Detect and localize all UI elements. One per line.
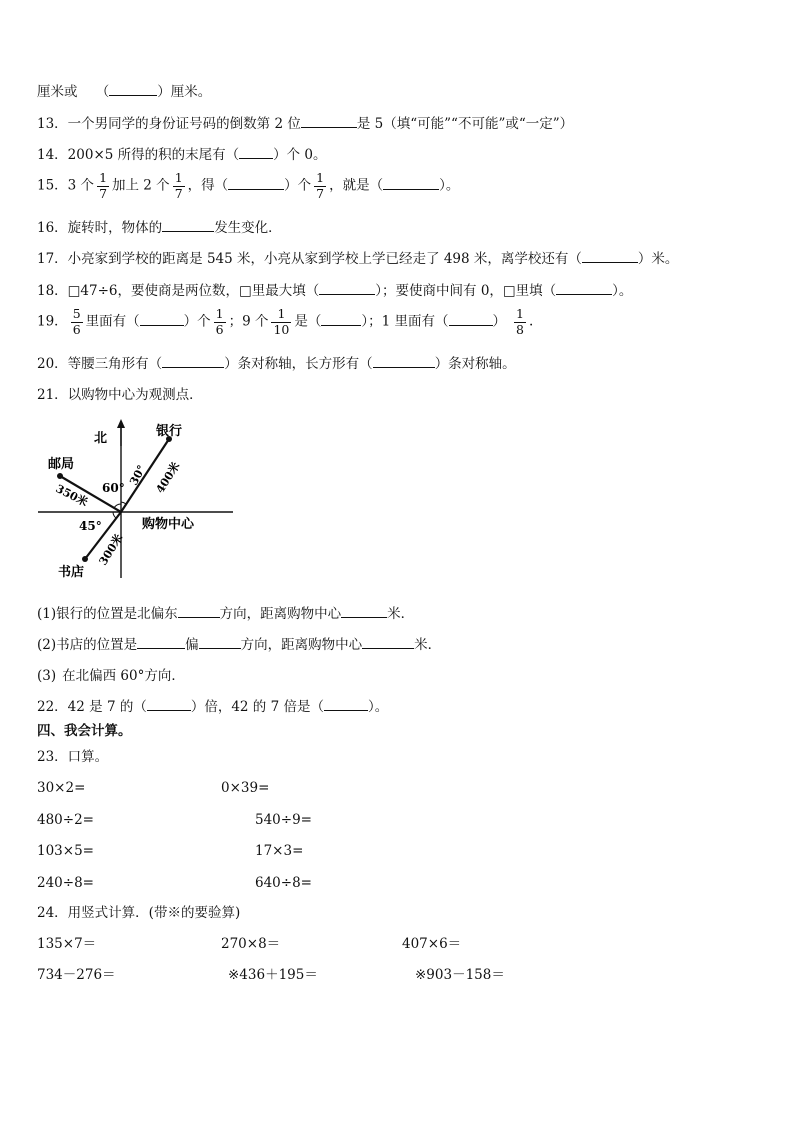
post-office-label: 邮局 bbox=[48, 457, 75, 472]
q22-text-a: 22．42 是 7 的（ bbox=[37, 699, 147, 715]
q22-answer-blank-2[interactable] bbox=[324, 697, 368, 711]
question-15 bbox=[37, 171, 459, 201]
question-19 bbox=[37, 307, 533, 337]
q19-text-e: 是（ bbox=[294, 313, 322, 330]
q13-text-b: 是 5（填“可能”“不可能”或“一定”） bbox=[356, 116, 574, 132]
q19-text-f: ）；1 里面有（ bbox=[361, 313, 449, 330]
fraction-one-tenth bbox=[271, 307, 291, 337]
fraction-denominator: 7 bbox=[99, 185, 108, 201]
fraction-denominator: 7 bbox=[316, 185, 325, 201]
q14-text-b: ）个 0。 bbox=[273, 147, 327, 163]
north-arrow-icon bbox=[117, 419, 125, 428]
bookstore-point bbox=[82, 556, 88, 562]
q19-text-a: 19． bbox=[37, 313, 68, 330]
q14-text-a: 14．200×5 所得的积的末尾有（ bbox=[37, 147, 240, 163]
q21p2-text-a: (2)书店的位置是 bbox=[37, 637, 138, 653]
mental-calc-item: 240÷8= bbox=[37, 875, 94, 891]
post-office-point bbox=[57, 473, 63, 479]
bookstore-distance-label: 300米 bbox=[96, 531, 126, 568]
question-21-part-2 bbox=[37, 635, 441, 654]
question-13 bbox=[37, 114, 573, 133]
q12-text-3: ）厘米。 bbox=[157, 84, 212, 100]
shopping-center-label: 购物中心 bbox=[142, 517, 195, 532]
q19-answer-blank-3[interactable] bbox=[449, 312, 493, 326]
q15-text-f: ）。 bbox=[439, 177, 460, 194]
question-18 bbox=[37, 281, 632, 300]
angle-45-label: 45° bbox=[79, 519, 102, 533]
q21p1-answer-blank-2[interactable] bbox=[341, 604, 387, 618]
fraction-numerator: 1 bbox=[174, 170, 183, 185]
vertical-calc-item: 734－276＝ bbox=[37, 967, 116, 983]
q18-answer-blank-2[interactable] bbox=[556, 281, 612, 295]
fraction-one-seventh bbox=[314, 171, 326, 201]
fraction-one-seventh bbox=[97, 171, 109, 201]
q19-text-c: ）个 bbox=[183, 313, 211, 330]
q21p1-text-a: (1)银行的位置是北偏东 bbox=[37, 606, 178, 622]
q22-text-c: ）。 bbox=[367, 699, 389, 715]
fraction-denominator: 8 bbox=[516, 321, 524, 337]
north-label: 北 bbox=[94, 431, 108, 446]
fraction-one-sixth bbox=[214, 307, 226, 337]
q15-answer-blank-1[interactable] bbox=[228, 176, 284, 190]
q20-answer-blank-2[interactable] bbox=[373, 354, 435, 368]
post-office-distance-label: 350米 bbox=[53, 482, 90, 510]
q18-text-c: ）。 bbox=[612, 283, 633, 299]
fraction-denominator: 10 bbox=[273, 321, 290, 337]
mental-calc-item: 480÷2= bbox=[37, 812, 94, 828]
fraction-denominator: 6 bbox=[72, 321, 81, 337]
fraction-numerator: 1 bbox=[271, 307, 291, 323]
fraction-five-sixths bbox=[71, 307, 83, 337]
q12-answer-blank[interactable] bbox=[109, 82, 157, 96]
q17-answer-blank[interactable] bbox=[582, 249, 638, 263]
fraction-numerator: 1 bbox=[99, 170, 108, 185]
mental-calc-item: 540÷9= bbox=[255, 812, 312, 828]
q19-answer-blank-2[interactable] bbox=[321, 312, 361, 326]
question-22 bbox=[37, 697, 388, 716]
angle-arc-30 bbox=[121, 502, 126, 504]
q18-text-a: 18．□47÷6，要使商是两位数，□里最大填（ bbox=[37, 283, 320, 299]
q19-dot: . bbox=[528, 313, 534, 330]
q18-text-b: ）；要使商中间有 0，□里填（ bbox=[375, 283, 557, 299]
angle-arc-45 bbox=[113, 512, 116, 518]
direction-diagram bbox=[38, 418, 233, 580]
fraction-numerator: 1 bbox=[215, 306, 224, 321]
q15-text-c: ，得（ bbox=[187, 177, 229, 194]
mental-calc-item: 640÷8= bbox=[255, 875, 312, 891]
question-14 bbox=[37, 145, 327, 164]
q20-answer-blank-1[interactable] bbox=[162, 354, 224, 368]
question-21-part-3 bbox=[37, 666, 185, 685]
q15-text-b: 加上 2 个 bbox=[112, 177, 170, 194]
q21p2-text-c: 方向，距离购物中心 bbox=[240, 637, 363, 653]
q21p2-text-d: 米． bbox=[414, 637, 442, 653]
q19-answer-blank-1[interactable] bbox=[140, 312, 184, 326]
vertical-calc-item: ※436＋195＝ bbox=[228, 967, 318, 983]
question-20 bbox=[37, 354, 516, 373]
mental-calc-item: 17×3= bbox=[255, 843, 304, 859]
q20-text-b: ）条对称轴，长方形有（ bbox=[224, 356, 373, 372]
q13-text-a: 13．一个男同学的身份证号码的倒数第 2 位 bbox=[37, 116, 301, 132]
q15-text-d: ）个 bbox=[284, 177, 312, 194]
q14-answer-blank[interactable] bbox=[239, 145, 273, 159]
section-4-heading: 四、我会计算。 bbox=[37, 723, 132, 739]
mental-calc-item: 0×39= bbox=[221, 780, 270, 796]
q19-text-d: ；9 个 bbox=[228, 313, 269, 330]
fraction-denominator: 6 bbox=[215, 321, 224, 337]
fraction-numerator: 1 bbox=[516, 306, 524, 321]
q12-text-1: 厘米或 bbox=[37, 84, 78, 100]
q21p2-answer-blank-2[interactable] bbox=[199, 635, 241, 649]
question-17 bbox=[37, 249, 678, 268]
q21p2-answer-blank-1[interactable] bbox=[137, 635, 185, 649]
question-16 bbox=[37, 218, 282, 237]
q15-text-a: 15．3 个 bbox=[37, 177, 95, 194]
q16-answer-blank[interactable] bbox=[162, 218, 214, 232]
bank-label: 银行 bbox=[156, 424, 183, 439]
q15-answer-blank-2[interactable] bbox=[383, 176, 439, 190]
vertical-calc-item: 407×6＝ bbox=[402, 936, 462, 952]
mental-calc-item: 103×5= bbox=[37, 843, 94, 859]
q13-answer-blank[interactable] bbox=[301, 114, 357, 128]
q21p1-text-c: 米． bbox=[387, 606, 415, 622]
q18-answer-blank-1[interactable] bbox=[319, 281, 375, 295]
q21p2-answer-blank-3[interactable] bbox=[362, 635, 414, 649]
bank-distance-label: 400米 bbox=[153, 459, 183, 496]
angle-30-label: 30° bbox=[127, 462, 149, 488]
q22-text-b: ）倍，42 的 7 倍是（ bbox=[190, 699, 324, 715]
question-21-part-1 bbox=[37, 604, 414, 623]
bookstore-label: 书店 bbox=[58, 565, 85, 580]
q20-text-a: 20．等腰三角形有（ bbox=[37, 356, 163, 372]
q19-text-b: 里面有（ bbox=[85, 313, 140, 330]
mental-calc-item: 30×2= bbox=[37, 780, 86, 796]
question-21-intro: 21．以购物中心为观测点． bbox=[37, 387, 203, 403]
question-23-title: 23．口算。 bbox=[37, 749, 109, 765]
question-24-title: 24．用竖式计算．(带※的要验算) bbox=[37, 905, 241, 921]
vertical-calc-item: 270×8＝ bbox=[221, 936, 281, 952]
q19-text-g: ） bbox=[492, 313, 507, 330]
angle-60-label: 60° bbox=[102, 481, 125, 495]
vertical-calc-item: 135×7＝ bbox=[37, 936, 97, 952]
q21p3-text-b: 在北偏西 60°方向． bbox=[62, 668, 185, 684]
fraction-denominator: 7 bbox=[174, 185, 183, 201]
vertical-calc-item: ※903－158＝ bbox=[415, 967, 505, 983]
q21p1-answer-blank-1[interactable] bbox=[178, 604, 220, 618]
fraction-numerator: 5 bbox=[72, 306, 81, 321]
q21p2-text-b: 偏 bbox=[185, 637, 199, 653]
q20-text-c: ）条对称轴。 bbox=[434, 356, 516, 372]
q15-text-e: ，就是（ bbox=[329, 177, 384, 194]
q16-text-b: 发生变化． bbox=[214, 220, 282, 236]
fraction-numerator: 1 bbox=[316, 170, 325, 185]
fraction-one-seventh bbox=[173, 171, 185, 201]
q22-answer-blank-1[interactable] bbox=[147, 697, 191, 711]
q12-text-2: （ bbox=[95, 84, 110, 100]
q12-tail-line bbox=[37, 82, 211, 101]
q21p3-text-a: (3) bbox=[37, 668, 57, 684]
q17-text-a: 17．小亮家到学校的距离是 545 米，小亮从家到学校上学已经走了 498 米，离学校还有（ bbox=[37, 251, 582, 267]
q16-text-a: 16．旋转时，物体的 bbox=[37, 220, 163, 236]
q21p1-text-b: 方向，距离购物中心 bbox=[219, 606, 342, 622]
q17-text-b: ）米。 bbox=[637, 251, 679, 267]
fraction-one-eighth bbox=[514, 307, 526, 337]
